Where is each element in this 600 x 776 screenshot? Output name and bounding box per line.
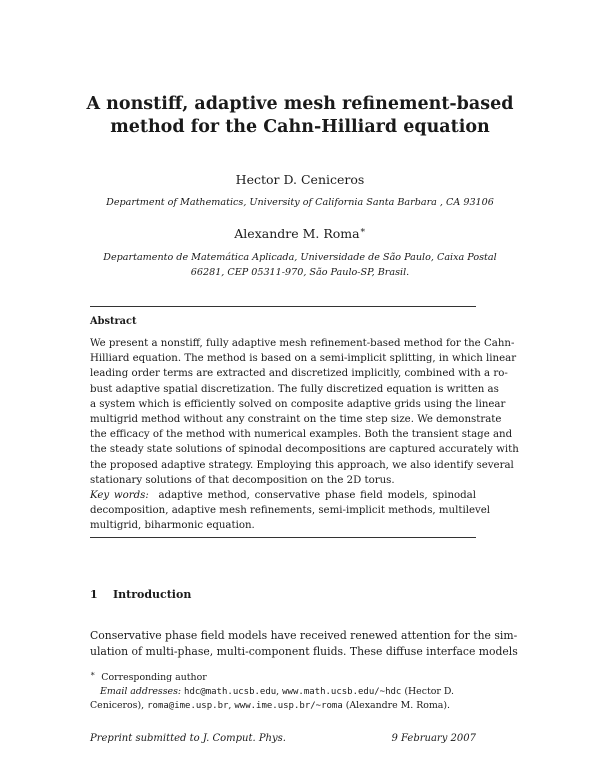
keywords bbox=[90, 488, 491, 534]
footnote-cont-1: Ceniceros), bbox=[90, 700, 145, 712]
abstract-line: bust adaptive spatial discretization. The fully discretized equation is written as bbox=[90, 383, 499, 395]
abstract-line: a system which is efficiently solved on composite adaptive grids using the linear bbox=[90, 398, 506, 410]
abstract-line: the proposed adaptive strategy. Employing this approach, we also identify several bbox=[90, 459, 514, 471]
footnote-marker: ∗ bbox=[90, 669, 96, 678]
section-title: Introduction bbox=[112, 588, 192, 601]
author-name-2: Alexandre M. Roma∗ bbox=[234, 226, 366, 242]
footnote-paren-1: (Hector D. bbox=[404, 685, 455, 697]
abstract-line: multigrid method without any constraint on the time step size. We demonstrate bbox=[90, 414, 502, 426]
abstract-line: the steady state solutions of spinodal decompositions are captured accurately with bbox=[90, 444, 519, 456]
intro-line: ulation of multi-phase, multi-component fluids. These diffuse interface models bbox=[90, 645, 518, 658]
abstract-bottom-rule bbox=[90, 537, 476, 538]
footnote-line-1 bbox=[90, 667, 476, 685]
abstract-line: We present a nonstiff, fully adaptive mesh refinement-based method for the Cahn- bbox=[90, 338, 515, 349]
footnote-line-2: Email addresses: hdc@math.ucsb.edu, www.math.ucsb.edu/~hdc (Hector D. bbox=[100, 685, 455, 697]
affiliation-1-line: Department of Mathematics, University of California Santa Barbara , CA 93106 bbox=[106, 197, 494, 208]
affiliation-2-line-1: Departamento de Matemática Aplicada, Universidade de São Paulo, Caixa Postal bbox=[103, 252, 497, 263]
affiliation-1 bbox=[0, 195, 600, 210]
author-name-1: Hector D. Ceniceros bbox=[235, 172, 365, 187]
intro-line: Conservative phase field models have received renewed attention for the sim- bbox=[90, 629, 518, 642]
footer-preprint: Preprint submitted to J. Comput. Phys. bbox=[90, 733, 286, 744]
url-link-1[interactable]: www.math.ucsb.edu/~hdc bbox=[282, 686, 402, 697]
affiliation-2 bbox=[0, 250, 600, 280]
footnote-paren-2: (Alexandre M. Roma). bbox=[345, 700, 451, 712]
paper-title bbox=[0, 93, 600, 139]
abstract-line: stationary solutions of that decomposition on the 2D torus. bbox=[90, 474, 395, 486]
keywords-line-1 bbox=[90, 488, 476, 503]
footer-date: 9 February 2007 bbox=[391, 733, 476, 744]
abstract-body bbox=[90, 336, 519, 488]
abstract-line: leading order terms are extracted and discretized implicitly, combined with a ro- bbox=[90, 368, 508, 380]
keywords-line: multigrid, biharmonic equation. bbox=[90, 520, 255, 532]
email-label: Email addresses: bbox=[100, 685, 182, 697]
footnote-text: Corresponding author bbox=[101, 672, 207, 684]
email-link-2[interactable]: roma@ime.usp.br bbox=[147, 701, 229, 712]
title-line-2: method for the Cahn-Hilliard equation bbox=[110, 117, 490, 137]
title-line-1: A nonstiff, adaptive mesh refinement-based bbox=[86, 94, 514, 114]
footnote-line-3: Ceniceros), roma@ime.usp.br, www.ime.usp.br/~roma (Alexandre M. Roma). bbox=[90, 700, 451, 712]
abstract-line: Hilliard equation. The method is based on a semi-implicit splitting, in which linear bbox=[90, 353, 517, 365]
abstract-top-rule bbox=[90, 306, 476, 307]
keywords-first-text: adaptive method, conservative phase field models, spinodal bbox=[158, 490, 477, 501]
page-footer bbox=[90, 733, 476, 744]
abstract-heading: Abstract bbox=[90, 316, 137, 327]
footnote bbox=[90, 667, 476, 714]
intro-body bbox=[90, 628, 518, 660]
email-link-1[interactable]: hdc@math.ucsb.edu bbox=[184, 686, 277, 697]
section-heading bbox=[90, 588, 191, 601]
keywords-line: decomposition, adaptive mesh refinements, semi-implicit methods, multilevel bbox=[90, 505, 491, 517]
abstract-line: the efficacy of the method with numerical examples. Both the transient stage and bbox=[90, 429, 513, 441]
author-footnote-marker: ∗ bbox=[359, 226, 366, 236]
keywords-label: Key words: bbox=[90, 490, 149, 501]
affiliation-2-line-2: 66281, CEP 05311-970, São Paulo-SP, Brasil. bbox=[190, 267, 410, 278]
section-number: 1 bbox=[90, 588, 98, 601]
url-link-2[interactable]: www.ime.usp.br/~roma bbox=[234, 701, 343, 712]
